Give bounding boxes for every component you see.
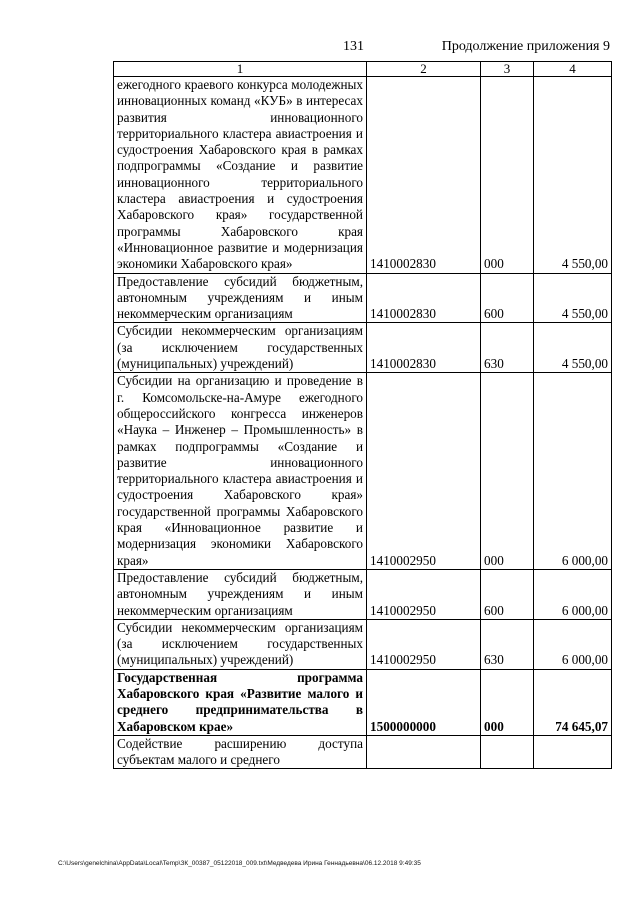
row-description: Субсидии на организацию и проведение в г. Комсомольске-на-Амуре ежегодного общероссийского конгресса инженеров «Наука – Инженер – Промышленность» в рамках подпрограммы «Создание и развитие инновационного территориального кластера авиастроения и судостроения Хабаровского края» государственной программы Хабаровского края «Инновационное развитие и модернизация экономики Хабаровского края» [114,373,367,570]
column-header-1: 1 [114,62,367,77]
row-description: ежегодного краевого конкурса молодежных инновационных команд «КУБ» в интересах развития инновационного территориального кластера авиастроения и судостроения Хабаровского края в рамках подпрограммы «Создание и развитие инновационного территориального кластера авиастроения и судостроения Хабаровского края» государственной программы Хабаровского края «Инновационное развитие и модернизация экономики Хабаровского края» [114,77,367,274]
row-expense-type: 000 [481,669,534,735]
row-amount: 6 000,00 [534,373,612,570]
appendix-continuation-label: Продолжение приложения 9 [441,39,610,54]
row-expense-type: 630 [481,323,534,373]
row-expense-type: 600 [481,273,534,323]
row-target-code: 1410002950 [367,373,481,570]
column-header-3: 3 [481,62,534,77]
table-row [114,373,612,570]
row-target-code: 1410002830 [367,323,481,373]
table-row-continued [114,735,612,769]
table-row-program-total [114,669,612,735]
row-amount: 4 550,00 [534,323,612,373]
row-description: Содействие расширению доступа субъектам малого и среднего [114,735,367,769]
row-target-code: 1500000000 [367,669,481,735]
table-header-row [114,62,612,77]
budget-table [113,61,612,769]
row-description: Предоставление субсидий бюджетным, автономным учреждениям и иным некоммерческим организациям [114,273,367,323]
row-expense-type: 000 [481,373,534,570]
column-header-4: 4 [534,62,612,77]
row-description: Предоставление субсидий бюджетным, автономным учреждениям и иным некоммерческим организациям [114,569,367,619]
row-description: Субсидии некоммерческим организациям (за исключением государственных (муниципальных) учреждений) [114,619,367,669]
row-expense-type: 000 [481,77,534,274]
row-amount: 74 645,07 [534,669,612,735]
row-amount [534,735,612,769]
row-target-code: 1410002950 [367,569,481,619]
row-description: Субсидии некоммерческим организациям (за исключением государственных (муниципальных) учреждений) [114,323,367,373]
table-row [114,273,612,323]
row-amount: 6 000,00 [534,569,612,619]
row-expense-type [481,735,534,769]
row-description: Государственная программа Хабаровского края «Развитие малого и среднего предпринимательства в Хабаровском крае» [114,669,367,735]
row-expense-type: 630 [481,619,534,669]
row-amount: 4 550,00 [534,77,612,274]
row-expense-type: 600 [481,569,534,619]
row-target-code: 1410002950 [367,619,481,669]
file-path-footer: C:\Users\genelchina\AppData\Local\Temp\ЗК_00387_05122018_009.txt\Медведева Ирина Геннадьевна\06.12.2018 9:49:35 [58,860,421,867]
table-row [114,323,612,373]
row-target-code: 1410002830 [367,273,481,323]
row-target-code [367,735,481,769]
table-row [114,619,612,669]
row-amount: 4 550,00 [534,273,612,323]
row-amount: 6 000,00 [534,619,612,669]
table-row [114,77,612,274]
page-number: 131 [343,39,364,54]
column-header-2: 2 [367,62,481,77]
table-row [114,569,612,619]
row-target-code: 1410002830 [367,77,481,274]
